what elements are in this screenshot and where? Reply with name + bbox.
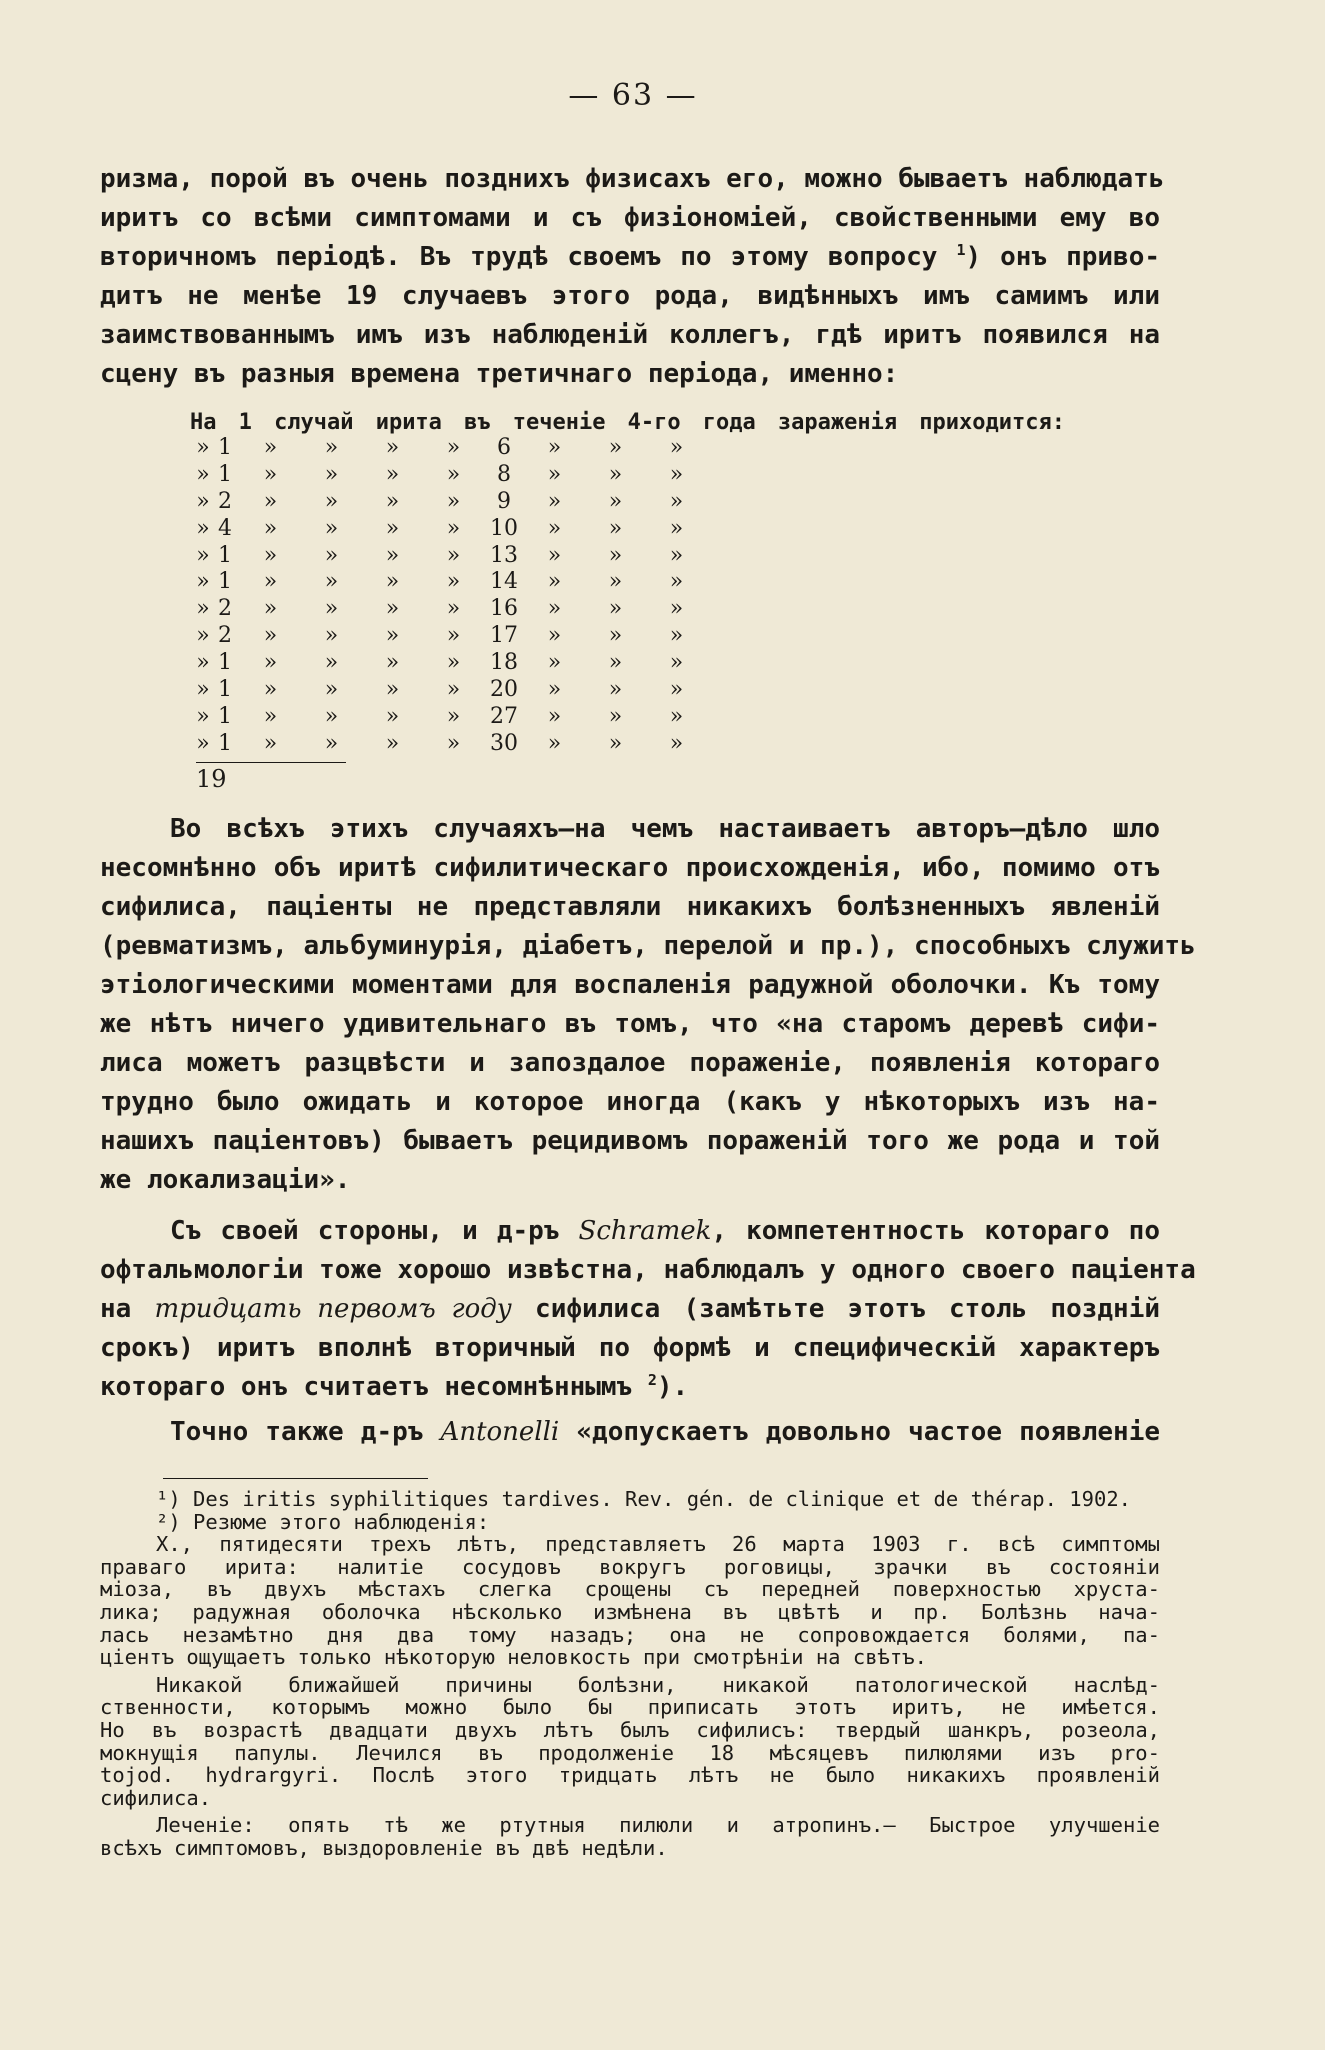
table-cell: » <box>196 569 210 595</box>
table-cell: 2 <box>218 596 232 622</box>
table-cell: » <box>446 596 461 622</box>
table-cell: » <box>669 676 684 702</box>
paragraph-1 <box>100 160 1165 394</box>
text-span: ) онъ приво- <box>965 242 1161 272</box>
text-line <box>100 1290 1160 1329</box>
table-cell: 27 <box>490 703 518 729</box>
table-cell: » <box>263 542 278 568</box>
footnote-2-paragraph <box>100 1533 1160 1669</box>
text-span: , компетентность котораго по <box>711 1216 1160 1246</box>
table-cell: » <box>446 676 461 702</box>
table-intro: На 1 случай ирита въ теченіе 4-го года зараженія приходится: <box>190 410 1065 435</box>
table-cell: » <box>324 703 339 729</box>
text-line: заимствованнымъ имъ изъ наблюденій коллегъ, гдѣ иритъ появился на <box>100 320 1160 350</box>
table-cell: » <box>324 730 339 756</box>
table-cell: » <box>385 542 400 568</box>
table-cell: 2 <box>218 623 232 649</box>
text-line: дитъ не менѣе 19 случаевъ этого рода, видѣнныхъ имъ самимъ или <box>100 281 1160 311</box>
table-cell: » <box>608 676 623 702</box>
table-cell: » <box>608 542 623 568</box>
table-cell: » <box>263 515 278 541</box>
footnote-line: ціентъ ощущаетъ только нѣкоторую неловкость при смотрѣніи на свѣтъ. <box>100 1645 927 1670</box>
table-row <box>196 622 707 649</box>
table-cell: » <box>385 730 400 756</box>
table-cell: » <box>324 461 339 487</box>
table-cell: » <box>608 488 623 514</box>
table-cell: » <box>385 703 400 729</box>
emphasis: тридцать первомъ году <box>154 1294 512 1324</box>
table-cell: » <box>324 569 339 595</box>
table-cell: 30 <box>490 730 518 756</box>
table-cell: 2 <box>218 488 232 514</box>
table-row <box>196 676 707 703</box>
table-cell: 1 <box>218 730 232 756</box>
table-cell: » <box>669 703 684 729</box>
paragraph-2 <box>100 810 1196 1200</box>
table-cell: » <box>324 623 339 649</box>
footnote-line: праваго ирита: налитіе сосудовъ вокругъ роговицы, зрачки въ состояніи <box>100 1554 1160 1579</box>
table-cell: » <box>324 676 339 702</box>
table-cell: » <box>263 623 278 649</box>
table-cell: » <box>263 434 278 460</box>
table-cell: » <box>669 650 684 676</box>
table-cell: » <box>608 730 623 756</box>
text-line: сифилиса, паціенты не представляли никакихъ болѣзненныхъ явленій <box>100 892 1160 922</box>
table-cell: » <box>324 542 339 568</box>
footnote-line: лась незамѣтно дня два тому назадъ; она не сопровождается болями, па- <box>100 1622 1160 1647</box>
table-row <box>196 461 707 488</box>
table-cell: » <box>547 650 562 676</box>
table-cell: » <box>608 515 623 541</box>
text-line: же нѣтъ ничего удивительнаго въ томъ, что «на старомъ деревѣ сифи- <box>100 1009 1160 1039</box>
footnote-marker: 2 <box>647 1371 657 1389</box>
table-row <box>196 649 707 676</box>
footnote-marker: 1 <box>956 241 966 259</box>
footnote-line: сифилиса. <box>100 1785 212 1810</box>
table-cell: 9 <box>497 488 511 514</box>
table-cell: » <box>547 515 562 541</box>
table-row <box>196 542 707 569</box>
table-cell: » <box>324 596 339 622</box>
table-row <box>196 568 707 595</box>
table-cell: » <box>385 650 400 676</box>
table-cell: » <box>446 542 461 568</box>
table-cell: » <box>324 650 339 676</box>
table-cell: » <box>196 488 210 514</box>
footnote-line: лика; радужная оболочка нѣсколько измѣнена въ цвѣтѣ и пр. Болѣзнь нача- <box>100 1599 1160 1624</box>
text-span: котораго онъ считаетъ несомнѣннымъ <box>100 1372 633 1402</box>
table-cell: » <box>196 515 210 541</box>
table-cell: 1 <box>218 650 232 676</box>
table-cell: » <box>446 650 461 676</box>
table-cell: » <box>608 623 623 649</box>
table-cell: 1 <box>218 569 232 595</box>
table-cell: » <box>547 569 562 595</box>
text-line: сцену въ разныя времена третичнаго періода, именно: <box>100 359 899 389</box>
table-cell: » <box>669 488 684 514</box>
table-cell: » <box>263 703 278 729</box>
table-cell: » <box>324 434 339 460</box>
table-row <box>196 488 707 515</box>
table-row <box>196 434 707 461</box>
author-name: Schramek <box>578 1216 712 1246</box>
table-cell: » <box>446 515 461 541</box>
table-row <box>196 730 707 757</box>
text-line <box>100 1368 1160 1407</box>
table-cell: » <box>263 461 278 487</box>
footnote-line: X., пятидесяти трехъ лѣтъ, представляетъ 26 марта 1903 г. всѣ симптомы <box>156 1532 1160 1557</box>
text-line: ризма, порой въ очень позднихъ физисахъ его, можно бываетъ наблюдать <box>100 164 1165 194</box>
table-cell: 1 <box>218 676 232 702</box>
text-span: вторичномъ періодѣ. Въ трудѣ своемъ по этому вопросу <box>100 242 938 272</box>
table-cell: 1 <box>218 542 232 568</box>
table-cell: » <box>385 434 400 460</box>
table-cell: » <box>608 569 623 595</box>
text-line: (ревматизмъ, альбуминурія, діабетъ, перелой и пр.), способныхъ служить <box>100 931 1196 961</box>
footnote-line: міоза, въ двухъ мѣстахъ слегка срощены съ передней поверхностью хруста- <box>100 1577 1160 1602</box>
table-cell: » <box>446 730 461 756</box>
text-line: этіологическими моментами для воспаленія радужной оболочки. Къ тому <box>100 970 1160 1000</box>
table-total: 19 <box>196 765 227 793</box>
table-cell: » <box>669 596 684 622</box>
table-cell: » <box>196 703 210 729</box>
text-span: на <box>100 1294 155 1324</box>
footnote-line: всѣхъ симптомовъ, выздоровленіе въ двѣ недѣли. <box>100 1835 668 1860</box>
table-cell: » <box>608 434 623 460</box>
text-span: «допускаетъ довольно частое появленіе <box>559 1417 1160 1447</box>
text-line <box>100 1212 1160 1251</box>
table-cell: » <box>446 623 461 649</box>
text-span: Съ своей стороны, и д-ръ <box>170 1216 579 1246</box>
table-cell: » <box>446 488 461 514</box>
text-line <box>100 238 1160 277</box>
total-rule <box>196 762 346 763</box>
table-cell: » <box>385 596 400 622</box>
cases-table <box>196 434 707 757</box>
page-number: — 63 — <box>568 78 698 113</box>
text-line: трудно было ожидать и которое иногда (какъ у нѣкоторыхъ изъ на- <box>100 1087 1160 1117</box>
text-line: Во всѣхъ этихъ случаяхъ—на чемъ настаиваетъ авторъ—дѣло шло <box>170 814 1160 844</box>
footnote-2-heading: ²) Резюме этого наблюденія: <box>156 1509 490 1534</box>
table-cell: 1 <box>218 703 232 729</box>
footnote-2-paragraph <box>100 1814 1160 1859</box>
table-cell: » <box>263 650 278 676</box>
table-cell: » <box>669 623 684 649</box>
table-cell: » <box>263 676 278 702</box>
table-cell: » <box>446 461 461 487</box>
table-cell: 20 <box>490 676 518 702</box>
author-name: Antonelli <box>440 1417 560 1447</box>
table-row <box>196 515 707 542</box>
table-cell: 10 <box>490 515 518 541</box>
table-cell: » <box>547 596 562 622</box>
footnote-line: мокнущія папулы. Лечился въ продолженіе 18 мѣсяцевъ пилюлями изъ pro- <box>100 1740 1160 1765</box>
table-cell: 16 <box>490 596 518 622</box>
text-line <box>100 1413 1160 1452</box>
paragraph-4 <box>100 1413 1160 1452</box>
table-cell: » <box>547 434 562 460</box>
table-cell: 14 <box>490 569 518 595</box>
table-cell: » <box>547 623 562 649</box>
table-cell: » <box>196 542 210 568</box>
table-cell: 1 <box>218 461 232 487</box>
table-cell: » <box>196 623 210 649</box>
table-cell: » <box>669 434 684 460</box>
table-cell: » <box>196 434 210 460</box>
table-cell: » <box>669 542 684 568</box>
table-cell: » <box>196 596 210 622</box>
table-cell: » <box>608 703 623 729</box>
text-span: ). <box>656 1372 689 1402</box>
table-cell: » <box>385 569 400 595</box>
table-cell: 1 <box>218 434 232 460</box>
table-cell: » <box>547 542 562 568</box>
table-cell: 8 <box>497 461 511 487</box>
table-cell: » <box>547 461 562 487</box>
table-cell: » <box>608 596 623 622</box>
table-cell: » <box>385 461 400 487</box>
text-line: нашихъ паціентовъ) бываетъ рецидивомъ пораженій того же рода и той <box>100 1126 1160 1156</box>
table-row <box>196 703 707 730</box>
table-cell: » <box>669 515 684 541</box>
table-cell: 17 <box>490 623 518 649</box>
table-cell: » <box>324 515 339 541</box>
table-cell: » <box>385 515 400 541</box>
table-cell: 13 <box>490 542 518 568</box>
table-cell: » <box>547 730 562 756</box>
table-cell: » <box>669 461 684 487</box>
table-cell: » <box>196 730 210 756</box>
table-row <box>196 595 707 622</box>
table-cell: » <box>385 488 400 514</box>
table-cell: » <box>446 434 461 460</box>
table-cell: » <box>196 461 210 487</box>
footnote-line: tojod. hydrargyri. Послѣ этого тридцать лѣтъ не было никакихъ проявленій <box>100 1763 1160 1788</box>
table-cell: » <box>547 703 562 729</box>
table-cell: » <box>669 730 684 756</box>
text-line: офтальмологіи тоже хорошо извѣстна, наблюдалъ у одного своего паціента <box>100 1255 1196 1285</box>
table-cell: » <box>446 703 461 729</box>
text-line: же локализаціи». <box>100 1165 351 1195</box>
table-cell: 18 <box>490 650 518 676</box>
table-cell: » <box>196 676 210 702</box>
table-cell: » <box>263 730 278 756</box>
table-cell: » <box>263 596 278 622</box>
text-line: лиса можетъ разцвѣсти и запоздалое пораженіе, появленія котораго <box>100 1048 1160 1078</box>
text-line: срокъ) иритъ вполнѣ вторичный по формѣ и специфическій характеръ <box>100 1333 1160 1363</box>
footnote-line: Но въ возрастѣ двадцати двухъ лѣтъ былъ сифилисъ: твердый шанкръ, розеола, <box>100 1717 1160 1742</box>
text-line: иритъ со всѣми симптомами и съ физіономіей, свойственными ему во <box>100 203 1160 233</box>
footnote-2-paragraph <box>100 1674 1160 1810</box>
table-cell: » <box>385 676 400 702</box>
footnote-line: ственности, которымъ можно было бы приписать этотъ иритъ, не имѣется. <box>100 1695 1160 1720</box>
text-line: несомнѣнно объ иритѣ сифилитическаго происхожденія, ибо, помимо отъ <box>100 853 1160 883</box>
paragraph-3 <box>100 1212 1196 1407</box>
text-span: Точно также д-ръ <box>170 1417 441 1447</box>
table-cell: » <box>263 488 278 514</box>
table-cell: » <box>324 488 339 514</box>
footnote-line: Леченіе: опять тѣ же ртутныя пилюли и атропинъ.— Быстрое улучшеніе <box>156 1813 1160 1838</box>
table-cell: » <box>669 569 684 595</box>
text-span: сифилиса (замѣтьте этотъ столь поздній <box>511 1294 1161 1324</box>
table-cell: 4 <box>218 515 232 541</box>
footnote-line: Никакой ближайшей причины болѣзни, никакой патологической наслѣд- <box>156 1672 1160 1697</box>
table-cell: » <box>196 650 210 676</box>
footnote-1: ¹) Des iritis syphilitiques tardives. Rev. gén. de clinique et de thérap. 1902. <box>156 1487 1132 1511</box>
table-cell: » <box>547 676 562 702</box>
table-cell: 6 <box>497 434 511 460</box>
table-cell: » <box>446 569 461 595</box>
table-cell: » <box>547 488 562 514</box>
footnotes <box>100 1488 1160 1860</box>
table-cell: » <box>608 650 623 676</box>
table-cell: » <box>263 569 278 595</box>
table-cell: » <box>385 623 400 649</box>
table-cell: » <box>608 461 623 487</box>
footnote-rule <box>163 1478 428 1479</box>
